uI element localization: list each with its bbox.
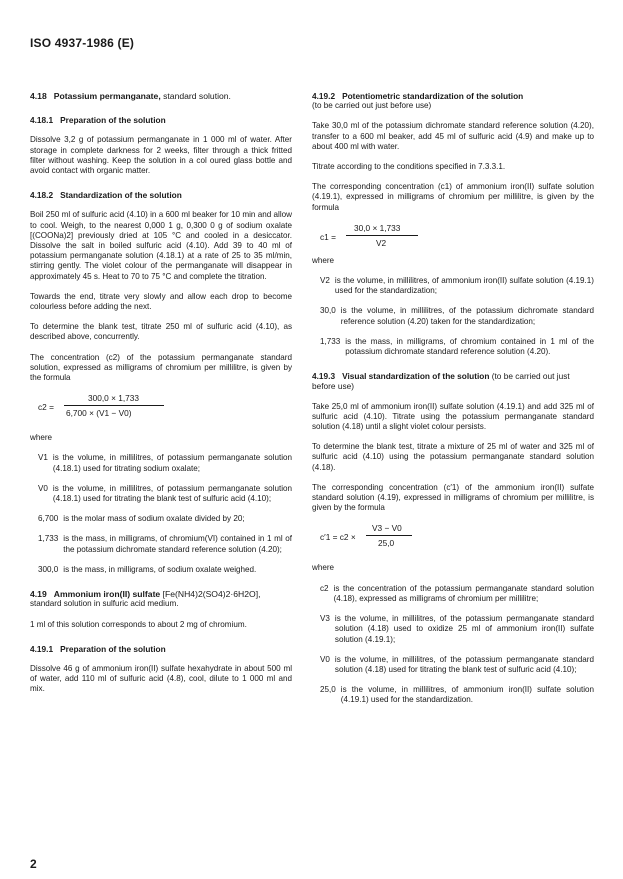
definition-item [312,655,594,675]
paragraph: 1 ml of this solution corresponds to about 2 mg of chromium. [30,619,247,629]
definition-symbol: c2 [320,583,329,593]
definition-text: is the mass, in milligrams, of chromium contained in 1 ml of the potassium dichromate standard reference solution (4.20). [345,336,594,357]
definition-text: is the molar mass of sodium oxalate divided by 20; [63,514,245,524]
paragraph: Titrate according to the conditions specified in 7.3.3.1. [312,162,506,172]
formula-c1 [312,220,594,256]
definition-item [30,514,292,524]
definition-symbol: V0 [38,483,48,493]
section-4-18-1-heading [30,115,292,125]
paragraph: Take 30,0 ml of the potassium dichromate standard reference solution (4.20), transfer to a 600 ml beaker, add 45 ml of sulfuric acid (4.9) and make up to about 400 ml with water. [312,121,594,151]
section-number: 4.18.2 [30,190,54,201]
definition-text: is the volume, in millilitres, of potassium permanganate solution (4.18.1) used for titrating the blank test of sulfuric acid (4.10); [52,483,292,504]
paragraph: Boil 250 ml of sulfuric acid (4.10) in a 600 ml beaker for 10 min and allow to cool. Weigh, to the nearest 0,000 1 g, 0,300 0 g of sodium oxalate [(COONa)2] previously dried at 105 °C and cooled in a desiccator. Dissolve the salt in boiled sulfuric acid (4.10). Add 39 to 40 ml of potassium permanganate solution (4.18.1) at a rate of 25 to 35 ml/min, stirring gently. The violet colour of the permanganate will disappear in approximately 45 s. Heat to 70 to 75 °C and complete the titration. [30,210,292,281]
definition-item [312,614,594,645]
definition-text: is the mass, in milligrams, of sodium oxalate weighed. [63,564,257,574]
definition-text: is the concentration of the potassium permanganate standard solution (4.18), expressed as milligrams of chromium per millilitre; [333,583,594,603]
definition-item [312,584,594,604]
formula-lhs: c1 = [320,231,336,242]
definition-symbol: 25,0 [320,685,336,695]
fraction-bar [64,405,164,406]
page-number: 2 [30,857,37,871]
section-title-rest: (to be carried out just before use) [312,101,432,111]
section-number: 4.19.3 [312,371,336,382]
formula-numerator: 300,0 × 1,733 [88,393,139,404]
formula-denominator: 6,700 × (V1 − V0) [66,408,132,419]
section-title: Ammonium iron(II) sulfate [53,589,161,600]
section-title-rest: (to be carried out just before use) [312,371,570,392]
paragraph: The corresponding concentration (c′1) of the ammonium iron(II) sulfate standard solution (4.19), expressed in milligrams of chromium per millilitre, is given by the formula [312,482,594,513]
section-4-19-2-heading [312,91,594,101]
definition-text: is the volume, in millilitres, of potassium permanganate solution (4.18.1) used for titrating sodium oxalate; [52,453,292,473]
definition-item [30,484,292,504]
definition-symbol: 30,0 [320,306,336,316]
definition-text: is the volume, in millilitres, of the potassium dichromate standard reference solution (4.20) taken for the standardization; [340,306,594,326]
formula-numerator: V3 − V0 [372,523,402,534]
formula-numerator: 30,0 × 1,733 [354,222,401,233]
definition-symbol: 6,700 [38,514,59,524]
paragraph: Take 25,0 ml of ammonium iron(II) sulfate solution (4.19.1) and add 325 ml of sulfuric acid (4.10). Titrate using the potassium permanganate standard solution (4.18) until a slight violet colour persists. [312,401,594,432]
section-4-19-1-heading [30,644,292,654]
section-4-19-3-heading [312,371,594,391]
section-title: Visual standardization of the solution [342,371,490,382]
section-number: 4.19.1 [30,643,54,654]
section-title-rest: standard solution. [160,91,231,101]
section-title-rest: standard solution in sulfuric acid medium. [30,599,179,609]
fraction-bar [366,535,412,536]
paragraph: Towards the end, titrate very slowly and allow each drop to become colourless before adding the next. [30,291,292,312]
formula-lhs: c′1 = c2 × [320,532,356,543]
section-formula: [Fe(NH4)2(SO4)2·6H2O], [160,589,261,600]
definition-text: is the volume, in millilitres, of ammonium iron(II) sulfate solution (4.19.1) used for the standardization. [340,685,594,705]
definition-symbol: V2 [320,276,330,286]
section-title: Potentiometric standardization of the solution [342,91,524,101]
definition-item [30,534,292,554]
formula-denominator: V2 [376,237,387,248]
formula-denominator: 25,0 [378,538,395,549]
definition-item [312,306,594,326]
section-number: 4.19.2 [312,91,336,101]
section-number: 4.19 [30,589,47,600]
definition-symbol: 300,0 [38,564,59,574]
definition-item [30,453,292,473]
paragraph: Dissolve 46 g of ammonium iron(II) sulfate hexahydrate in about 500 ml of water, add 110 ml of sulfuric acid (4.8), cool, dilute to 1 000 ml and mix. [30,663,292,694]
section-title: Standardization of the solution [60,190,182,201]
paragraph: To determine the blank test, titrate 250 ml of sulfuric acid (4.10), as described above, concurrently. [30,322,292,342]
where-label: where [30,433,53,443]
section-number: 4.18 [30,91,47,101]
section-title: Potassium permanganate, [53,91,161,101]
section-4-18-heading [30,91,292,101]
definition-text: is the mass, in milligrams, of chromium(VI) contained in 1 ml of the potassium dichromate standard reference solution (4.20); [63,534,292,554]
definition-symbol: 1,733 [38,534,59,544]
definition-item [30,565,292,575]
definition-symbol: V1 [38,453,48,463]
section-number: 4.18.1 [30,115,54,126]
where-label: where [312,563,335,573]
section-title: Preparation of the solution [60,643,166,654]
formula-lhs: c2 = [38,402,54,413]
paragraph: The corresponding concentration (c1) of ammonium iron(II) sulfate solution (4.19.1), expressed in milligrams of chromium per millilitre, is given by the formula [312,182,594,212]
definition-item [312,685,594,705]
definition-text: is the volume, in millilitres, of the potassium permanganate standard solution (4.18) used for titrating the blank test of sulfuric acid (4.10); [334,654,594,674]
formula-c-prime-1 [312,520,594,556]
definition-symbol: V3 [320,614,330,624]
definition-item [312,337,594,357]
paragraph: Dissolve 3,2 g of potassium permanganate in 1 000 ml of water. After storage in complete darkness for 2 weeks, filter through a thick fritted filter without washing. Keep the solution in a col oured glass bottle and avoid contact with organic matter. [30,135,292,176]
definition-symbol: V0 [320,654,330,664]
section-title: Preparation of the solution [60,115,166,126]
paragraph: The concentration (c2) of the potassium permanganate standard solution, expressed as milligrams of chromium per millilitre, is given by the formula [30,352,292,383]
left-column [30,91,292,695]
definition-item [312,276,594,296]
where-label: where [312,255,335,265]
section-4-19-heading [30,589,292,599]
definition-symbol: 1,733 [320,336,341,346]
formula-c2 [30,390,292,426]
definition-text: is the volume, in millilitres, of the potassium permanganate standard solution (4.18) used to oxidize 25 ml of ammonium iron(II) sulfate solution (4.19.1); [334,614,594,644]
document-header: ISO 4937-1986 (E) [30,36,135,50]
section-4-18-2-heading [30,190,292,200]
definition-text: is the volume, in millilitres, of ammonium iron(II) sulfate solution (4.19.1) used for the standardization; [334,276,594,296]
right-column [312,91,594,706]
fraction-bar [346,235,418,236]
paragraph: To determine the blank test, titrate a mixture of 25 ml of water and 325 ml of sulfuric acid (4.10) using the potassium permanganate standard solution (4.18). [312,442,594,472]
